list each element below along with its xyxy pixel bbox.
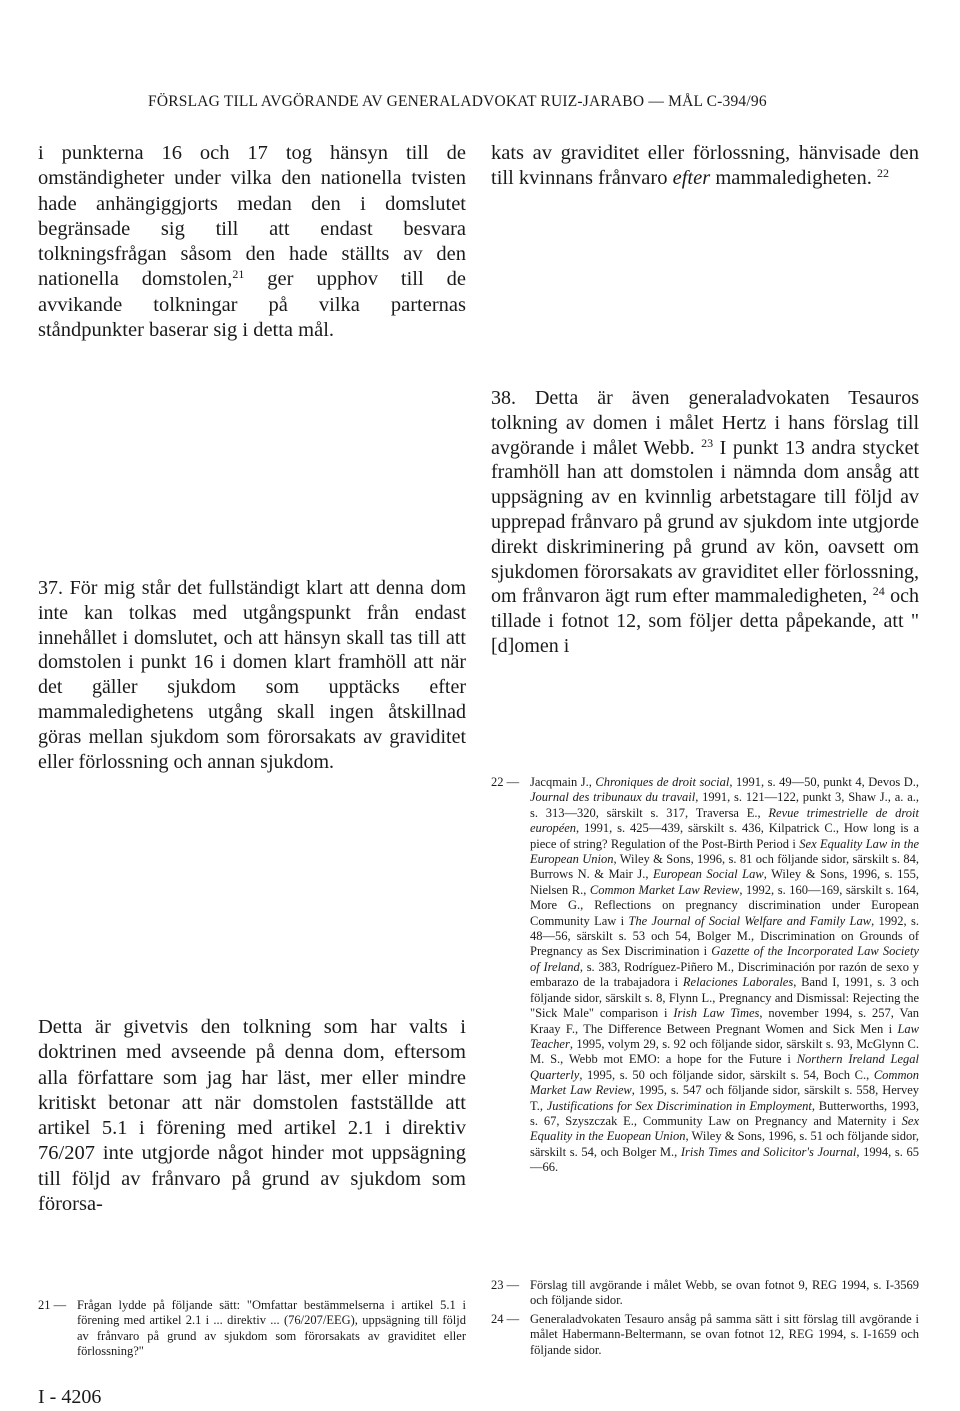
footnote-segment: , 1992, s. 160—169, särskilt s. 164, More G., Reflections on pregnancy discrimination under European Community Law i: [530, 882, 920, 928]
footnote-segment: , Wiley & Sons, 1996, s. 51 och följande sidor, särskilt s. 54, och Bolger M.,: [530, 1129, 920, 1159]
footnote-number: 21 —: [38, 1298, 67, 1312]
footnote-segment: , november 1994, s. 257, Van Kraay F., The Difference Between Pregnant Women and Sick Men i: [530, 1006, 919, 1036]
citation-title: Gazette of the Incorporated Law Society of Ireland: [530, 944, 919, 974]
footnote-22: [491, 775, 919, 1176]
paragraph-text: I punkt 13 andra stycket framhöll han att domstolen i nämnda dom ansåg att uppsägning av en kvinnlig arbetstagare till följd av upprepad frånvaro på grund av sjukdom inte utgjorde direkt diskriminering på grund av kön, oavsett om sjukdomen förorsakats av graviditet eller förlossning, om frånvaron ägt rum efter mammaledigheten,: [491, 436, 920, 608]
citation-title: Irish Times and Solicitor's Journal: [680, 1144, 857, 1159]
footnote-number: 23 —: [491, 1278, 520, 1292]
footnote-segment: , 1992, s. 48—56, särskilt s. 53 och 54, Bolger M., Discrimination on Grounds of Pregnancy as Sex Discrimination i: [530, 913, 919, 959]
running-header: FÖRSLAG TILL AVGÖRANDE AV GENERALADVOKAT RUIZ-JARABO — MÅL C-394/96: [148, 93, 767, 110]
citation-title: Common Market Law Review: [530, 1067, 919, 1098]
paragraph-37: 37. För mig står det fullständigt klart att denna dom inte kan tolkas med utgångspunkt från endast innehållet i domslutet, och att hänsyn skall tas till att domstolen i punkt 16 i domen klart framhöll att när det gäller sjukdom som upptäcks efter mammaledighetens utgång skall ingen åtskillnad göras mellan sjukdom som förorsakats av graviditet eller förlossning och annan sjukdom.: [38, 577, 466, 773]
citation-title: Sex Equality Law in the European Union: [530, 836, 920, 867]
footnote-21: [38, 1298, 466, 1360]
citation-title: Journal des tribunaux du travail: [530, 790, 696, 805]
footnote-segment: , Wiley & Sons, 1996, s. 81 och följande sidor, särskilt s. 84, Burrows N. & Mair J.,: [530, 852, 919, 882]
paragraph-text: 38. Detta är även generaladvokaten Tesauros tolkning av domen i målet Hertz i hans förslag till avgörande i målet Webb.: [491, 387, 919, 459]
footnote-23: [491, 1278, 919, 1309]
footnote-text: Frågan lydde på följande sätt: "Omfattar bestämmelserna i artikel 5.1 i förening med artikel 2.1 i ... direktiv ... (76/207/EEG), uppsägning till följd av frånvaro på grund av sjukdom som förorsakats av graviditet eller förlossning?": [77, 1298, 466, 1359]
footnote-text: Generaladvokaten Tesauro ansåg på samma sätt i sitt förslag till avgörande i målet Habermann-Beltermann, se ovan fotnot 12, REG 1994, s. I-1659 och följande sidor.: [530, 1312, 919, 1357]
paragraph-text: i punkterna 16 och 17 tog hänsyn till de omständigheter under vilka den nationella tvisten hade anhängiggjorts medan den i domslutet begränsade sig till att endast besvara tolkningsfrågan såsom den hade ställts av den nationella domstolen,: [38, 142, 466, 291]
citation-title: Sex Equality in the Euopean Union: [530, 1113, 919, 1144]
citation-title: Revue trimestrielle de droit européen: [530, 805, 920, 836]
footnote-ref-22[interactable]: 22: [876, 166, 889, 181]
footnote-text: [530, 775, 919, 1176]
footnote-text: Förslag till avgörande i målet Webb, se ovan fotnot 9, REG 1994, s. I-3569 och följande sidor.: [530, 1278, 919, 1308]
footnote-segment: , Butterworths, 1993, s. 67, Szyszczak E., Community Law on Pregnancy and Maternity i: [530, 1098, 919, 1128]
paragraph-detta: Detta är givetvis den tolkning som har valts i doktrinen med avseende på denna dom, eftersom alla författare som jag har läst, mer eller mindre kritiskt betonar att när domstolen fastställde att artikel 5.1 i förening med artikel 2.1 i direktiv 76/207 inte utgjorde något hinder mot uppsägning till följd av frånvaro på grund av sjukdom som förorsa-: [38, 1016, 466, 1216]
page-number: I - 4206: [38, 1386, 102, 1408]
footnote-segment: , 1991, s. 425—439, särskilt s. 436, Kilpatrick C., How long is a piece of string? Regulation of the Post-Birth Period i: [530, 821, 919, 851]
footnote-segment: , s. 383, Rodríguez-Piñero M., Discriminación por razón de sexo y embarazo de la trabajadora i: [530, 959, 919, 990]
footnote-segment: , 1994, s. 65—66.: [530, 1144, 919, 1175]
footnote-segment: Jacqmain J.,: [530, 775, 596, 789]
citation-title: Chroniques de droit social: [595, 775, 730, 789]
citation-title: Relaciones Laborales: [682, 975, 794, 990]
footnote-ref-24[interactable]: 24: [872, 584, 885, 599]
footnote-segment: , 1995, s. 547 och följande sidor, särskilt s. 558, Hervey T.,: [530, 1083, 919, 1113]
footnote-segment: , 1991, s. 121—122, punkt 3, Shaw J., a. a., s. 313—320, särskilt s. 317, Traversa E.,: [530, 790, 919, 820]
footnote-24: [491, 1312, 919, 1358]
paragraph-text: ger upphov till de avvikande tolkningar på vilka parternas ståndpunkter baserar sig i detta mål.: [38, 268, 467, 342]
citation-title: Northern Ireland Legal Quarterly: [530, 1052, 919, 1082]
citation-title: Justifications for Sex Discrimination in Employment: [546, 1098, 812, 1113]
paragraph-continuation-right: [491, 141, 919, 192]
footnote-segment: , 1991, s. 49—50, punkt 4, Devos D.,: [729, 775, 919, 789]
footnote-segment: , 1995, volym 29, s. 92 och följande sidor, särskilt s. 93, McGlynn C. M. S., Webb mot EMO: a hope for the Future i: [530, 1036, 919, 1067]
paragraph-continuation-left: [38, 141, 466, 343]
citation-title: Common Market Law Review: [589, 882, 740, 897]
emphasis: efter: [672, 167, 711, 190]
citation-title: Law Teacher: [530, 1021, 919, 1051]
citation-title: The Journal of Social Welfare and Family Law: [628, 913, 872, 928]
footnote-number: 22 —: [491, 775, 520, 789]
citation-title: European Social Law: [653, 867, 764, 882]
paragraph-text: mammaledigheten.: [710, 167, 872, 190]
footnote-number: 24 —: [491, 1312, 520, 1326]
footnote-segment: , Band I, 1991, s. 3 och följande sidor, särskilt s. 8, Flynn L., Pregnancy and Dismissal: Rejecting the "Sick Male" comparison i: [530, 975, 919, 1021]
footnote-segment: , 1995, s. 50 och följande sidor, särskilt s. 54, Boch C.,: [579, 1067, 874, 1082]
paragraph-text: kats av graviditet eller förlossning, hänvisade den till kvinnans frånvaro: [491, 142, 919, 190]
footnote-segment: , Wiley & Sons, 1996, s. 155, Nielsen R.,: [530, 867, 919, 897]
paragraph-38: [491, 386, 919, 659]
footnote-ref-21[interactable]: 21: [232, 267, 245, 282]
citation-title: Irish Law Times: [673, 1006, 760, 1021]
footnote-ref-23[interactable]: 23: [701, 435, 714, 450]
paragraph-text: och tillade i fotnot 12, som följer detta påpekande, att "[d]omen i: [491, 585, 919, 657]
